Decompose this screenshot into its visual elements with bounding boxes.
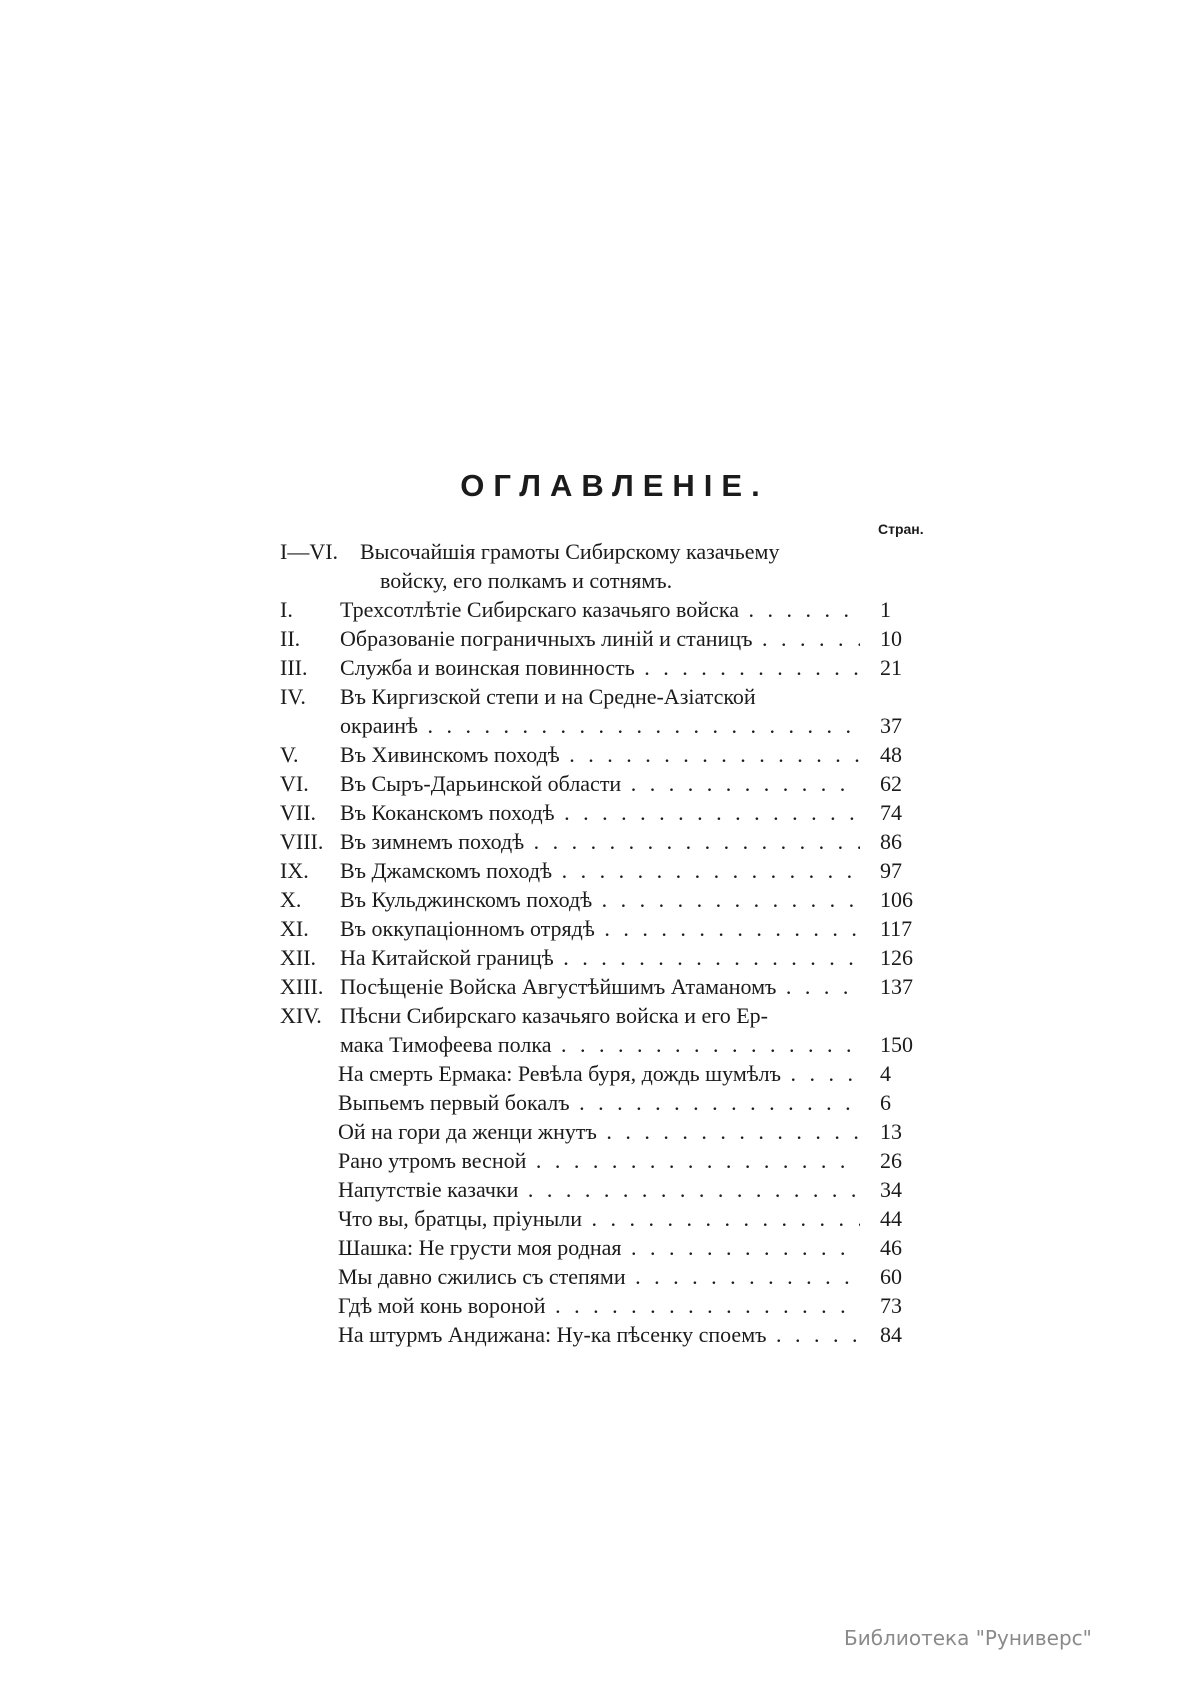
toc-entry-title: Въ Кульджинскомъ походѣ . . . [340, 885, 860, 914]
toc-entry-number: IV. [280, 684, 306, 709]
toc-entry-title: Что вы, братцы, пріуныли . . . [338, 1204, 860, 1233]
toc-entry [280, 1001, 940, 1030]
toc-entry-title: Въ зимнемъ походѣ . . . [340, 827, 860, 856]
toc-entry-page: 62 [880, 771, 902, 796]
toc-entry-page: 97 [880, 858, 902, 883]
toc-entry-title: Служба и воинская повинность . . . [340, 653, 860, 682]
toc-entry-page: 26 [880, 1148, 902, 1173]
toc-entry-number: XIII. [280, 974, 324, 999]
toc-entry-title: Въ Киргизской степи и на Средне-Азіатской [340, 684, 756, 709]
toc-entry-page: 150 [880, 1032, 913, 1057]
toc-entry [280, 1059, 940, 1088]
toc-entry-title: Въ оккупаціонномъ отрядѣ . . . [340, 914, 860, 943]
toc-entry-title: Ой на гори да женци жнутъ . . . [338, 1117, 860, 1146]
toc-entry [280, 653, 940, 682]
toc-entry [280, 856, 940, 885]
toc-entry [280, 1233, 940, 1262]
toc-entry-title: Образованіе пограничныхъ линій и станицъ . . . [340, 624, 860, 653]
toc-entry-title: Мы давно сжились съ степями . . . [338, 1262, 860, 1291]
toc-entry [280, 711, 940, 740]
toc-entry [280, 1204, 940, 1233]
toc-entry [280, 914, 940, 943]
toc-entry-page: 6 [880, 1090, 891, 1115]
toc-entry-page: 48 [880, 742, 902, 767]
toc-entry-page: 21 [880, 655, 902, 680]
toc-entry-page: 126 [880, 945, 913, 970]
toc-entry-page: 117 [880, 916, 913, 941]
toc-entry-page: 1 [880, 597, 891, 622]
toc-entry-page: 10 [880, 626, 902, 651]
toc-entry-page: 73 [880, 1293, 902, 1318]
toc-entry-title: войску, его полкамъ и сотнямъ. [380, 568, 673, 593]
table-of-contents [280, 537, 940, 1349]
toc-entry-title: Посѣщеніе Войска Августѣйшимъ Атаманомъ . . . [340, 972, 860, 1001]
toc-entry-page: 34 [880, 1177, 902, 1202]
toc-entry-page: 13 [880, 1119, 902, 1144]
toc-entry [280, 595, 940, 624]
toc-entry-title: Въ Джамскомъ походѣ . . . [340, 856, 860, 885]
toc-entry-title: Выпьемъ первый бокалъ . . . [338, 1088, 860, 1117]
toc-entry-title: окраинѣ . . . [340, 711, 860, 740]
toc-entry [280, 1175, 940, 1204]
toc-entry [280, 1262, 940, 1291]
toc-entry-number: I—VI. [280, 539, 339, 564]
toc-entry [280, 972, 940, 1001]
toc-entry-page: 74 [880, 800, 902, 825]
toc-entry-page: 60 [880, 1264, 902, 1289]
toc-entry-title: На штурмъ Андижана: Ну-ка пѣсенку споемъ . . . [338, 1320, 860, 1349]
toc-entry [280, 798, 940, 827]
toc-entry-number: XIV. [280, 1003, 322, 1028]
toc-entry-title: Въ Хивинскомъ походѣ . . . [340, 740, 860, 769]
toc-entry-page: 137 [880, 974, 913, 999]
toc-entry-title: На Китайской границѣ . . . [340, 943, 860, 972]
toc-entry-number: I. [280, 597, 293, 622]
toc-entry [280, 769, 940, 798]
library-watermark: Библиотека "Руниверс" [844, 1626, 1092, 1650]
toc-entry-page: 106 [880, 887, 913, 912]
page-column-header: Стран. [878, 521, 924, 537]
toc-entry-number: XII. [280, 945, 317, 970]
toc-entry [280, 682, 940, 711]
toc-entry-title: мака Тимофеева полка . . . [340, 1030, 860, 1059]
toc-entry-title: На смерть Ермака: Ревѣла буря, дождь шумѣлъ . . . [338, 1059, 860, 1088]
toc-entry-number: X. [280, 887, 302, 912]
toc-entry-number: IX. [280, 858, 309, 883]
toc-entry-number: III. [280, 655, 308, 680]
toc-entry [280, 1146, 940, 1175]
toc-entry-page: 4 [880, 1061, 891, 1086]
toc-entry [280, 1030, 940, 1059]
toc-entry [280, 537, 940, 566]
toc-entry-title: Пѣсни Сибирскаго казачьяго войска и его Ер- [340, 1003, 768, 1028]
toc-entry-title: Гдѣ мой конь вороной . . . [338, 1291, 860, 1320]
toc-entry-title: Шашка: Не грусти моя родная . . . [338, 1233, 860, 1262]
toc-entry-title: Высочайшія грамоты Сибирскому казачьему [360, 539, 780, 564]
toc-entry [280, 566, 940, 595]
toc-entry-title: Въ Сыръ-Дарьинской области . . . [340, 769, 860, 798]
toc-entry-page: 46 [880, 1235, 902, 1260]
toc-entry-page: 86 [880, 829, 902, 854]
toc-entry [280, 943, 940, 972]
toc-entry [280, 1320, 940, 1349]
toc-entry-page: 44 [880, 1206, 902, 1231]
toc-entry-title: Рано утромъ весной . . . [338, 1146, 860, 1175]
toc-entry-title: Напутствіе казачки . . . [338, 1175, 860, 1204]
toc-entry-number: V. [280, 742, 299, 767]
toc-entry-title: Въ Коканскомъ походѣ . . . [340, 798, 860, 827]
toc-entry [280, 885, 940, 914]
toc-entry-title: Трехсотлѣтіе Сибирскаго казачьяго войска . . . [340, 595, 860, 624]
toc-entry-number: VI. [280, 771, 309, 796]
toc-entry [280, 1088, 940, 1117]
toc-entry-number: II. [280, 626, 301, 651]
toc-entry [280, 1291, 940, 1320]
toc-entry-number: XI. [280, 916, 309, 941]
toc-entry [280, 624, 940, 653]
toc-entry [280, 827, 940, 856]
toc-entry-number: VII. [280, 800, 317, 825]
toc-entry-page: 37 [880, 713, 902, 738]
page-title: ОГЛАВЛЕНІЕ. [460, 468, 769, 503]
toc-entry [280, 1117, 940, 1146]
toc-entry-page: 84 [880, 1322, 902, 1347]
toc-entry-number: VIII. [280, 829, 324, 854]
toc-entry [280, 740, 940, 769]
